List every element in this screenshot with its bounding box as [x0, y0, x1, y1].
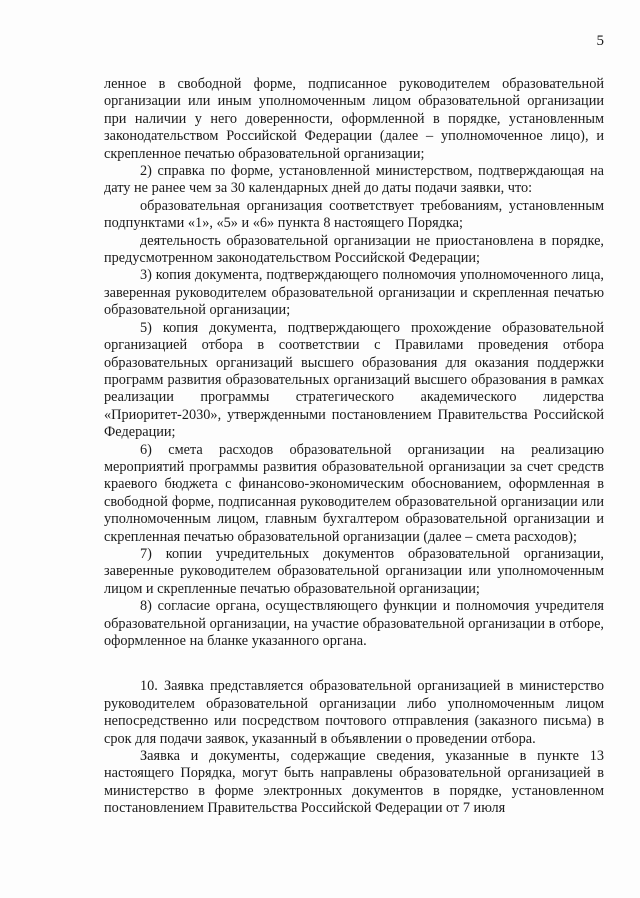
- paragraph: образовательная организация соответствует требованиям, установленным подпунктами «1», «5» и «6» пункта 8 настоящего Порядка;: [104, 197, 604, 232]
- section-spacer: [104, 650, 604, 678]
- paragraph: 10. Заявка представляется образовательной организацией в министерство руководителем образовательной организации либо уполномоченным лицом непосредственно или посредством почтового отправления (заказного письма) в срок для подачи заявок, указанный в объявлении о проведении отбора.: [104, 678, 604, 747]
- document-body: [104, 76, 604, 818]
- paragraph: 3) копия документа, подтверждающего полномочия уполномоченного лица, заверенная руководителем образовательной организации и скрепленная печатью образовательной организации;: [104, 267, 604, 319]
- paragraph: 8) согласие органа, осуществляющего функции и полномочия учредителя образовательной организации, на участие образовательной организации в отборе, оформленное на бланке указанного органа.: [104, 598, 604, 649]
- paragraph: 6) смета расходов образовательной организации на реализацию мероприятий программы развития образовательной организации за счет средств краевого бюджета с финансово-экономическим обоснованием, оформленная в свободной форме, подписанная руководителем образовательной организации или уполномоченным лицом, главным бухгалтером образовательной организации и скрепленная печатью образовательной организации (далее – смета расходов);: [104, 441, 604, 545]
- paragraph: деятельность образовательной организации не приостановлена в порядке, предусмотренном законодательством Российской Федерации;: [104, 232, 604, 267]
- paragraph: 5) копия документа, подтверждающего прохождение образовательной организацией отбора в соответствии с Правилами проведения отбора образовательных организаций высшего образования для оказания поддержки программ развития образовательных организаций высшего образования в рамках реализации программы стратегического академического лидерства «Приоритет-2030», утвержденными постановлением Правительства Российской Федерации;: [104, 319, 604, 441]
- paragraph: 2) справка по форме, установленной министерством, подтверждающая на дату не ранее чем за 30 календарных дней до даты подачи заявки, что:: [104, 163, 604, 197]
- paragraph: ленное в свободной форме, подписанное руководителем образовательной организации или иным уполномоченным лицом образовательной организации при наличии у него доверенности, оформленной в порядке, установленным законодательством Российской Федерации (далее – уполномоченное лицо), и скрепленное печатью образовательной организации;: [104, 76, 604, 162]
- page-number: 5: [596, 33, 604, 49]
- paragraph: 7) копии учредительных документов образовательной организации, заверенные руководителем образовательной организации или уполномоченным лицом и скрепленные печатью образовательной организации;: [104, 545, 604, 597]
- paragraph: Заявка и документы, содержащие сведения, указанные в пункте 13 настоящего Порядка, могут быть направлены образовательной организацией в министерство в форме электронных документов в порядке, установленном постановлением Правительства Российской Федерации от 7 июля: [104, 748, 604, 817]
